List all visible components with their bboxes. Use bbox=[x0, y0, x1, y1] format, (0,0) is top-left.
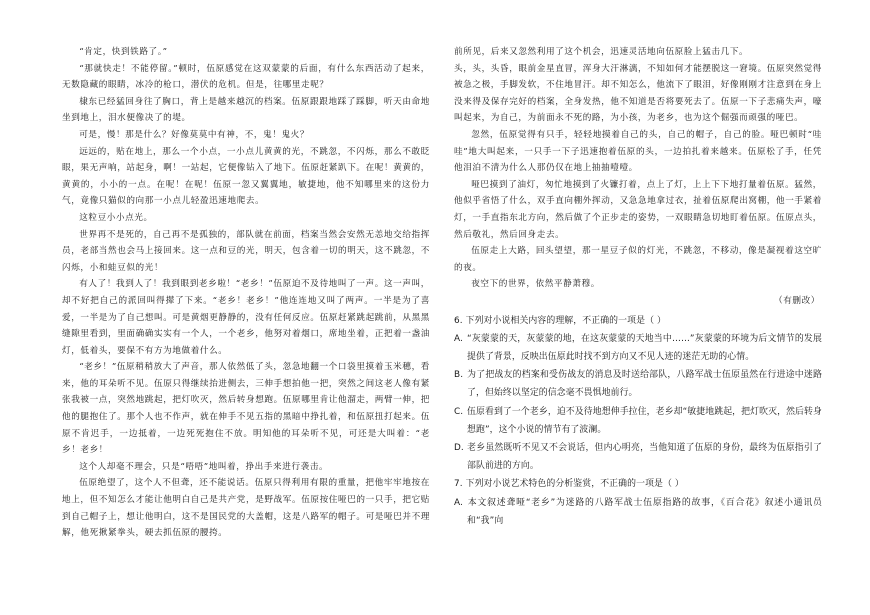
option-text: 本文叙述聋哑“老乡”为迷路的八路军战士伍原指路的故事，《百合花》叙述小通讯员和“我”向 bbox=[467, 497, 822, 526]
story-continuation bbox=[454, 44, 822, 310]
option-label: B. bbox=[454, 370, 464, 381]
question-option bbox=[454, 330, 822, 366]
question-section bbox=[454, 312, 822, 530]
story-paragraph: “老乡！”伍原稍稍放大了声音，那人依然低了头，忽急地翻一个口袋里摸着玉米穗，看来，他的耳朵听不见。伍原只得继续抬进侧去，三伸手想拍他一把，突然之间这老人像有紧张我被一点，突然地跳起，把灯吹灭，然后转身想跑。伍原哪里肯让他溜走，两臂一伸，把他的腿抱住了。那个人也不作声，就在伸手不见五指的黑暗中挣扎着，和伍原扭打起来。伍原不肯迟手，一边抵着，一边死死抱住不放。明知他的耳朵听不见，可还是大叫着：“老乡！老乡！ bbox=[62, 362, 430, 456]
story-paragraph: 有人了！我到人了！我到眼到老乡啦！“老乡！”伍原迫不及待地叫了一声。这一声叫，却不好把自己的派回叫得撵了下来。“老乡！老乡！”他连连地又叫了两声。一半是为了喜爱，一半是为了自己想叫。可是黄烟更静静的，没有任何反应。伍原赶紧跳起跳前，从黑黑缝隙里看到，里面确确实实有一个人，一个老乡，他努对着烟口，席地坐着，正把着一盏油灯，低着头，要保不有方为地做着什么。 bbox=[62, 279, 430, 356]
story-paragraph: “肯定，快到铁路了。” bbox=[79, 47, 168, 57]
story-paragraph: 棣东已经猛回身往了胸口，背上是越来越沉的档案。伍原跟跟地踩了踩脚，听天由命地坐到地上，泪水便像决了的堤。 bbox=[62, 96, 430, 124]
story-paragraph: “那就快走！不能停留。”顿时，伍原感觉在这双蒙蒙的后面，有什么东西活动了起来，无数隐藏的眼睛，冰冷的枪口，潜伏的危机。但是，往哪里走呢？ bbox=[62, 63, 430, 91]
story-paragraph: 远远的，贴在地上，那么一个小点，一小点儿黄黄的光，不跳忽，不闪烁，那么不敢眨眼，果无声响，站起身，啊！一站起，它便像钻入了地下。伍原赶紧趴下。在呢！黄黄的，黄黄的，小小的一点。在呢！在呢！伍原一忽又翼翼地，敏捷地，他不知哪里来的这份力气，竟像只猫似的向那一小点儿轻盈迅速地爬去。 bbox=[62, 146, 430, 207]
question-stem: 7. 下列对小说艺术特色的分析鉴赏，不正确的一项是（ ） bbox=[454, 479, 684, 490]
story-paragraph: 这个人却毫不理会，只是“唔唔”地叫着，挣出手来进行袭击。 bbox=[79, 461, 329, 472]
story-column-right bbox=[454, 44, 822, 530]
question-option bbox=[454, 403, 822, 439]
question-option bbox=[454, 494, 822, 530]
story-paragraph: 可是，慢！那是什么？好像莫莫中有神，不，鬼！鬼火？ bbox=[79, 129, 310, 140]
option-text: 为了把战友的档案和受伤战友的消息及时送给部队，八路军战士伍原虽然在行进途中迷路了，但始终以坚定的信念毫不畏惧地前行。 bbox=[467, 370, 822, 399]
option-label: D. bbox=[454, 442, 464, 453]
option-text: “灰蒙蒙的天，灰蒙蒙的地，在这灰蒙蒙的天地当中……”灰蒙蒙的环境为后文情节的发展提供了背景，反映出伍原此时找不到方向又不见人迹的迷茫无助的心情。 bbox=[467, 333, 822, 362]
option-label: A. bbox=[454, 333, 463, 344]
story-paragraph: 这粒豆小小点光。 bbox=[79, 212, 153, 223]
question-option bbox=[454, 439, 822, 475]
story-paragraph: 前所见，后来又忽然利用了这个机会，迅速灵活地向伍原脸上猛击几下。 bbox=[454, 47, 749, 57]
option-text: 老乡虽然既听不见又不会说话，但内心明亮，当他知道了伍原的身份，最终为伍原指引了部队前进的方向。 bbox=[467, 442, 822, 472]
option-label: A. bbox=[454, 497, 463, 508]
question-option bbox=[454, 366, 822, 402]
option-text: 伍原看到了一个老乡，迫不及待地想伸手拉住，老乡却“敏捷地跳起，把灯吹灭，然后转身想跑”，这个小说的情节有了波澜。 bbox=[467, 406, 822, 435]
story-paragraph: 头，头，头昏，眼前金星直冒，浑身大汗淋漓，不知如何才能摆脱这一窘境。伍原突然觉得被急之极，手脚发软，不住地冒汗。却不知怎么，他流下了眼泪，好像刚刚才注意到在身上没来得及保存完好的档案，全身发热，他不知道是否将要死去了。伍原一下子悲痛失声，嚎叫起来，为自己，为前面永不死的路，为小孩，为老乡，也为这个倔强而顽强的哑巴。 bbox=[454, 63, 822, 124]
option-label: C. bbox=[454, 406, 464, 417]
question-stem: 6. 下列对小说相关内容的理解，不正确的一项是（ ） bbox=[454, 315, 666, 326]
story-column-left bbox=[62, 44, 430, 542]
story-paragraph: 忽然，伍原觉得有只手，轻轻地摸着自己的头，自己的帽子，自己的脸。哑巴顿时“哇哇”地大叫起来，一只手一下子迅速抱着伍原的头，一边拍扎着来越来。伍原松了手，任凭他泪泊不清为什么人那仍仅在地上抽抽噎噎。 bbox=[454, 129, 822, 174]
story-paragraph: 夜空下的世界，依然平静萧穆。 bbox=[471, 279, 600, 290]
story-paragraph: 世界再不是死的，自己再不是孤独的，部队就在前面，档案当然会安然无恙地交给指挥员，老部当然也会马上接回来。这一点和豆的光，明天，包含着一切的明天，这不跳忽，不闪烁，小和蛙豆似的光！ bbox=[62, 229, 430, 273]
story-paragraph: 哑巴摸到了油灯，匆忙地摸到了火镰打着，点上了灯，上上下下地打量着伍原。猛然，他似乎省悟了什么，双手直向棚外挥动，又急急地拿过衣，扯着伍原爬出窝棚，他一手紧着灯，一手直指东北方向，然后做了个正步走的姿势，一双眼睛急切地盯着伍原。伍原点头，然后敬礼，然后回身走去。 bbox=[454, 179, 822, 240]
story-paragraph: 伍原绝望了，这个人不但聋，还不能说话。伍原只得利用有限的重量，把他牢牢地按在地上，但不知怎么才能让他明白自己是共产党，是野战军。伍原按住哑巴的一只手，把它贴到自己帽子上，想让他明白，这不是国民党的大盖帽，这是八路军的帽子。可是哑巴并不理解，他死揪紧拳头，硬去抓伍原的腰挎。 bbox=[62, 478, 430, 539]
story-paragraph: 伍原走上大路，回头望望，那一星豆子似的灯光，不跳忽，不移动，像是凝视着这空旷的夜。 bbox=[454, 246, 822, 273]
story-paragraph: （有删改） bbox=[774, 295, 820, 306]
